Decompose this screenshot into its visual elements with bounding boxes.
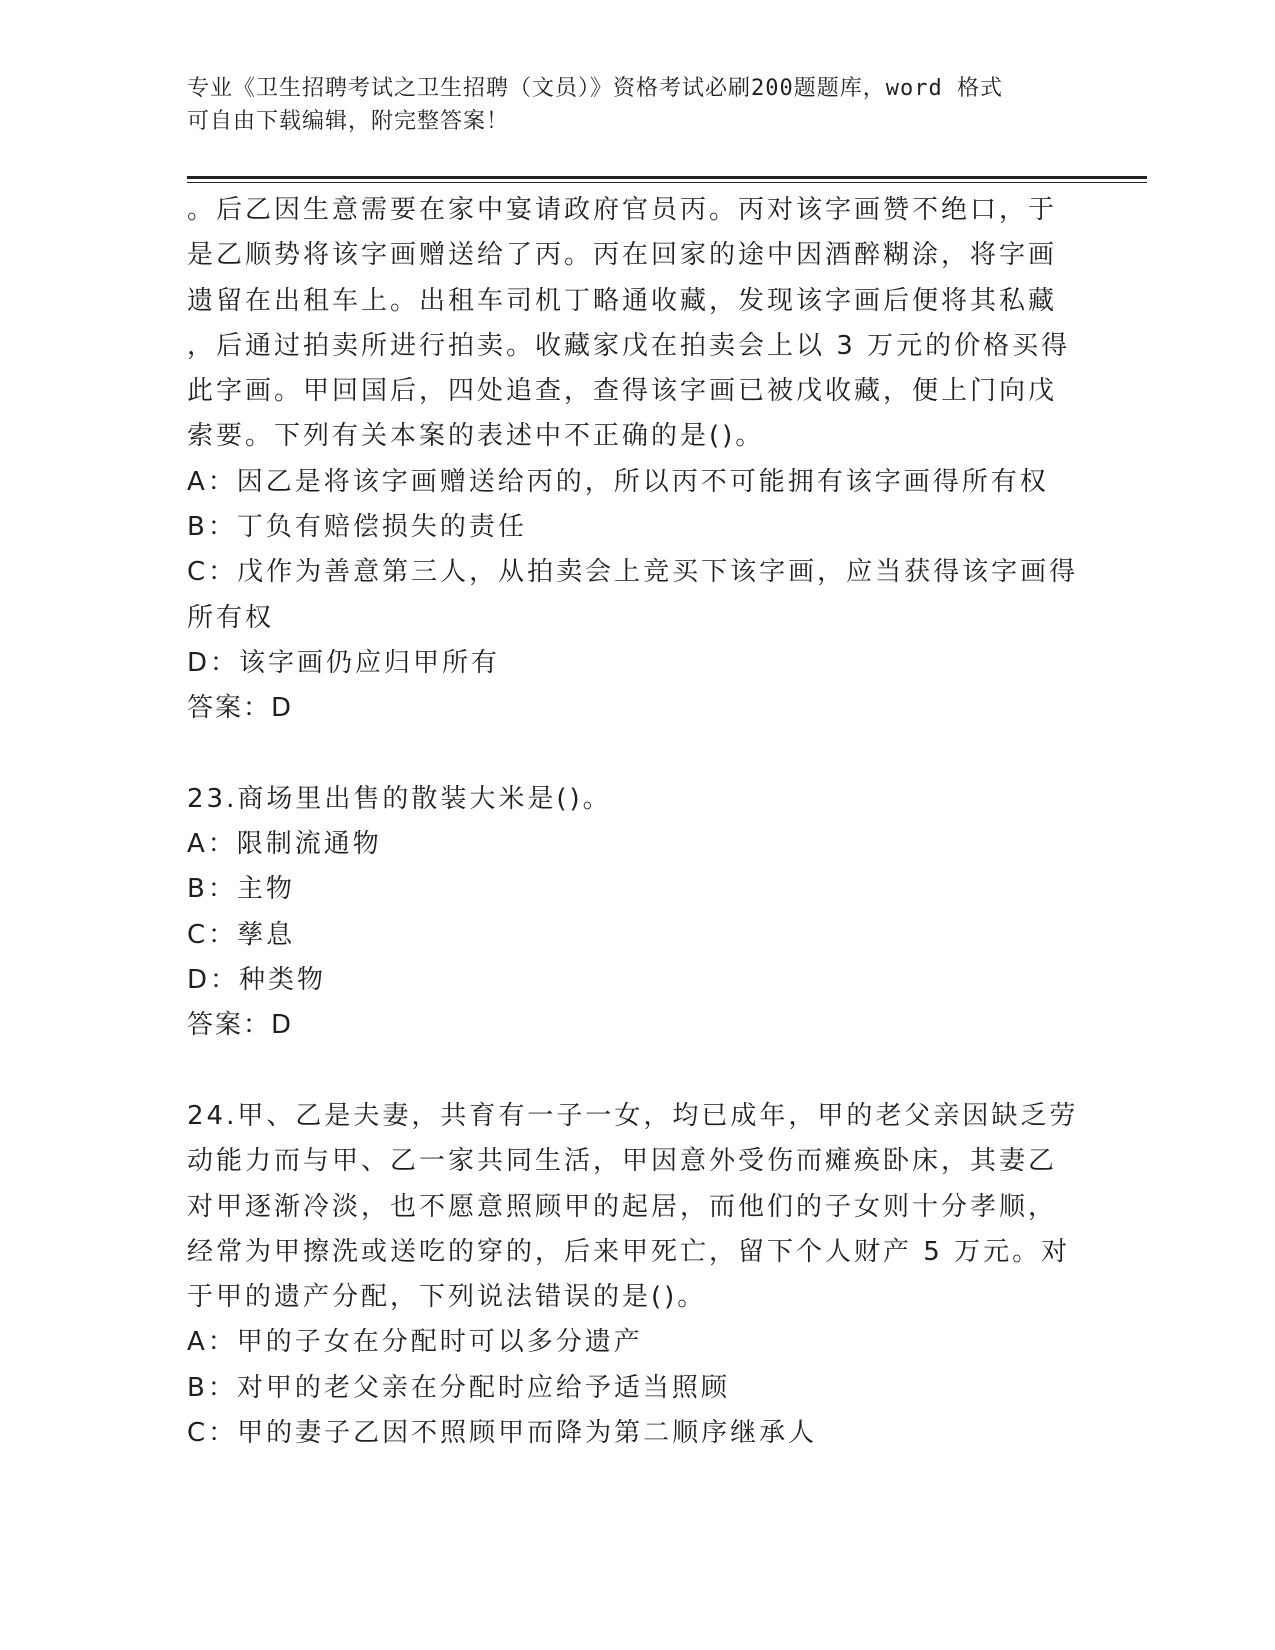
question-stem-line: 于甲的遗产分配，下列说法错误的是()。 xyxy=(187,1282,707,1313)
question-22 xyxy=(187,188,1087,732)
option-b: B：主物 xyxy=(187,874,295,905)
option-c: C：孳息 xyxy=(187,919,296,950)
option-a: A：限制流通物 xyxy=(187,829,382,860)
option-d: D：种类物 xyxy=(187,965,327,996)
question-stem-line: 索要。下列有关本案的表述中不正确的是()。 xyxy=(187,421,765,452)
document-header xyxy=(187,72,1087,138)
answer-label: 答案：D xyxy=(187,693,294,724)
header-title-line-1: 专业《卫生招聘考试之卫生招聘（文员）》资格考试必刷200题题库，word 格式 xyxy=(187,76,1003,101)
option-d: D：该字画仍应归甲所有 xyxy=(187,647,501,678)
question-24 xyxy=(187,1094,1087,1456)
option-a: A：因乙是将该字画赠送给丙的，所以丙不可能拥有该字画得所有权 xyxy=(187,466,1049,497)
option-c-continued: 所有权 xyxy=(187,602,275,633)
question-stem-line: ，后通过拍卖所进行拍卖。收藏家戊在拍卖会上以 3 万元的价格买得 xyxy=(187,330,1071,361)
answer-label: 答案：D xyxy=(187,1010,294,1041)
spacer xyxy=(187,1049,1087,1094)
question-stem-line: 24.甲、乙是夫妻，共育有一子一女，均已成年，甲的老父亲因缺乏劳 xyxy=(187,1100,1079,1131)
header-divider-thick xyxy=(187,176,1147,179)
question-stem-line: 是乙顺势将该字画赠送给了丙。丙在回家的途中因酒醉糊涂，将字画 xyxy=(187,240,1058,271)
option-b: B：丁负有赔偿损失的责任 xyxy=(187,512,527,543)
spacer xyxy=(187,732,1087,777)
header-divider-thin xyxy=(187,182,1147,183)
question-stem-line: 动能力而与甲、乙一家共同生活，甲因意外受伤而瘫痪卧床，其妻乙 xyxy=(187,1146,1058,1177)
question-stem-line: 23.商场里出售的散装大米是()。 xyxy=(187,783,612,814)
document-body xyxy=(187,188,1087,1456)
option-c: C：甲的妻子乙因不照顾甲而降为第二顺序继承人 xyxy=(187,1418,818,1449)
option-a: A：甲的子女在分配时可以多分遗产 xyxy=(187,1327,643,1358)
question-stem-line: 遗留在出租车上。出租车司机丁略通收藏，发现该字画后便将其私藏 xyxy=(187,285,1058,316)
option-c: C：戊作为善意第三人，从拍卖会上竞买下该字画，应当获得该字画得 xyxy=(187,557,1079,588)
option-b: B：对甲的老父亲在分配时应给予适当照顾 xyxy=(187,1372,730,1403)
question-23 xyxy=(187,777,1087,1049)
question-stem-line: 此字画。甲回国后，四处追查，查得该字画已被戊收藏，便上门向戊 xyxy=(187,376,1058,407)
question-stem-line: 对甲逐渐冷淡，也不愿意照顾甲的起居，而他们的子女则十分孝顺， xyxy=(187,1191,1058,1222)
question-stem-line: 。后乙因生意需要在家中宴请政府官员丙。丙对该字画赞不绝口，于 xyxy=(187,195,1058,225)
question-stem-line: 经常为甲擦洗或送吃的穿的，后来甲死亡，留下个人财产 5 万元。对 xyxy=(187,1236,1071,1267)
header-title-line-2: 可自由下载编辑，附完整答案！ xyxy=(187,109,510,134)
